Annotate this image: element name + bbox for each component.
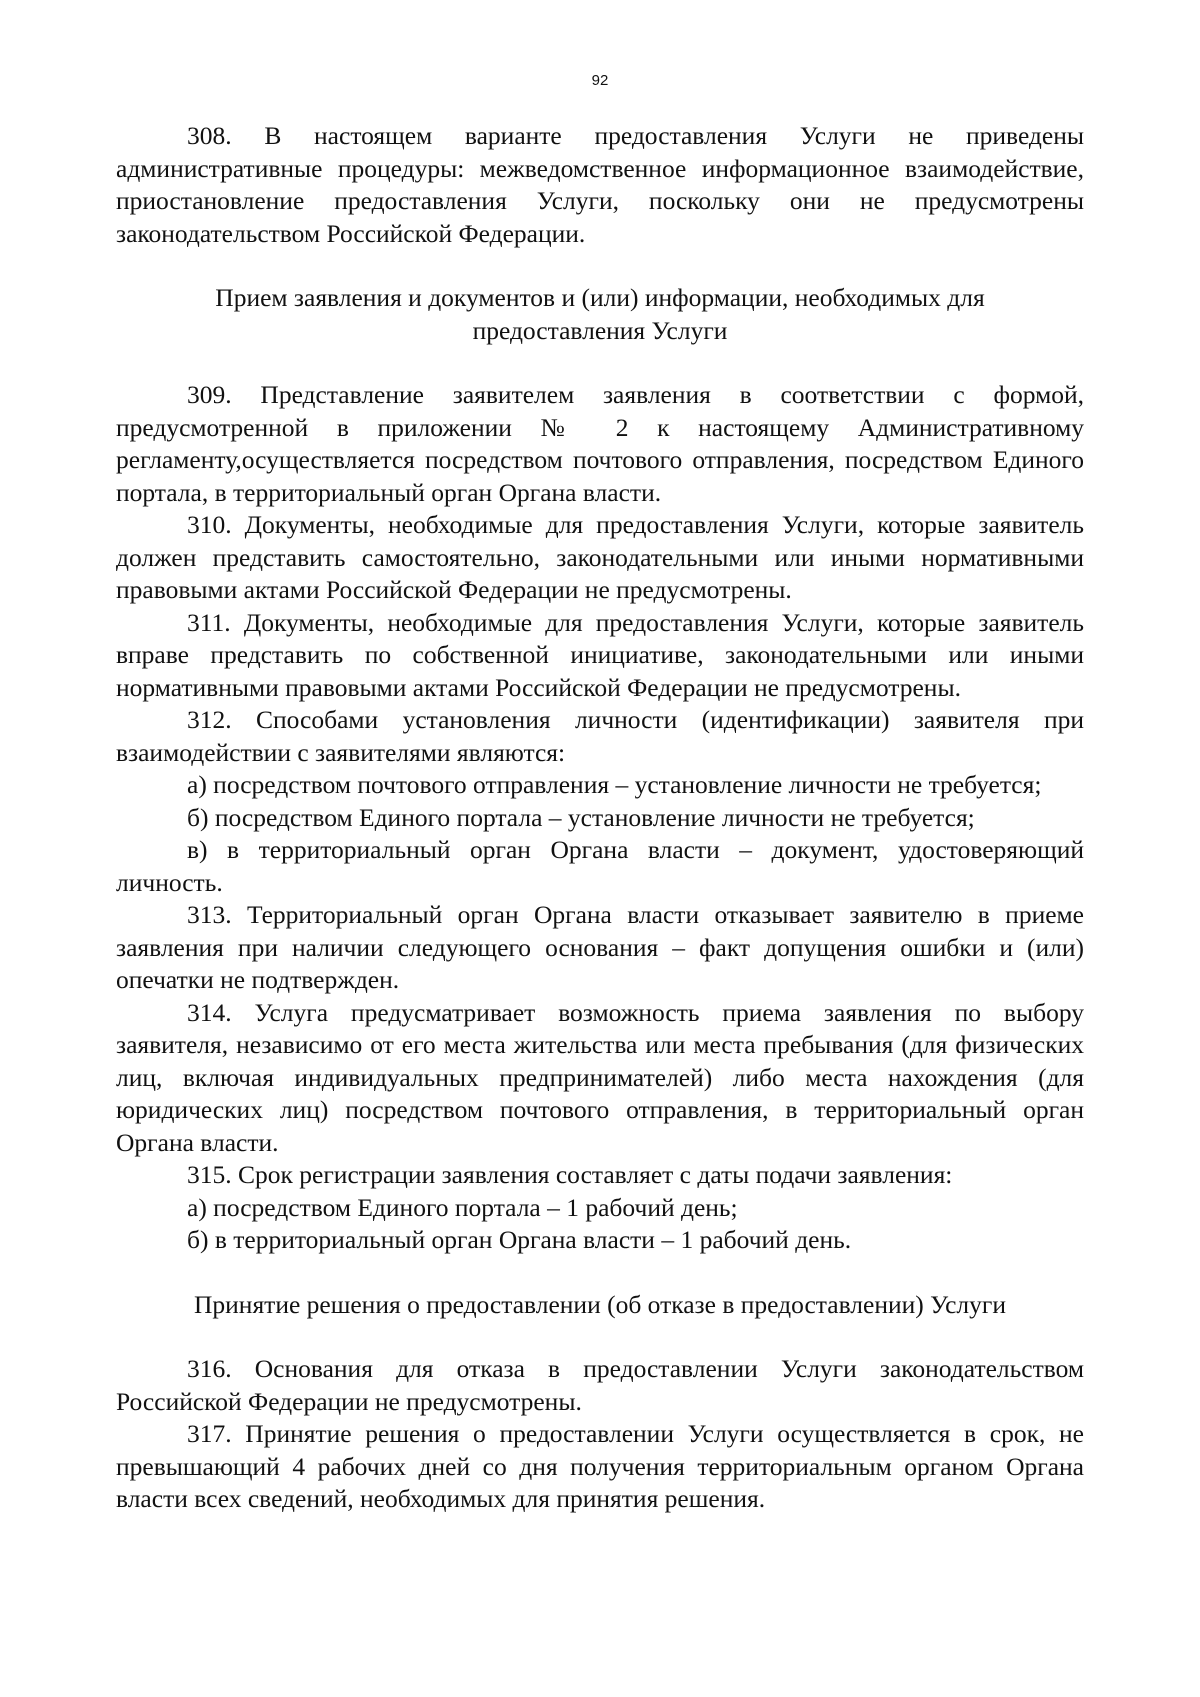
list-item-315-b: б) в территориальный орган Органа власти – 1 рабочий день. xyxy=(187,1225,852,1254)
page-number: 92 xyxy=(591,72,609,89)
list-item-312-b: б) посредством Единого портала – установление личности не требуется; xyxy=(187,802,975,832)
paragraph-310: 310. Документы, необходимые для предоставления Услуги, которые заявитель должен представить самостоятельно, законодательными или иными нормативными правовыми актами Российской Федерации не предусмотрены. xyxy=(116,510,1084,604)
section-heading-application-intake: Прием заявления и документов и (или) информации, необходимых для предоставления Услуги xyxy=(215,283,985,345)
section-heading-decision: Принятие решения о предоставлении (об отказе в предоставлении) Услуги xyxy=(193,1289,1007,1319)
document-body xyxy=(116,120,1084,1516)
list-item-312-v: в) в территориальный орган Органа власти – документ, удостоверяющий личность. xyxy=(116,835,1084,897)
paragraph-309: 309. Представление заявителем заявления в соответствии с формой, предусмотренной в приложении № 2 к настоящему Административному регламенту,осуществляется посредством почтового отправления, посредством Единого портала, в территориальный орган Органа власти. xyxy=(116,380,1084,507)
paragraph-312: 312. Способами установления личности (идентификации) заявителя при взаимодействии с заявителями являются: xyxy=(116,705,1084,767)
paragraph-315: 315. Срок регистрации заявления составляет с даты подачи заявления: xyxy=(187,1160,953,1189)
list-item-315-a: а) посредством Единого портала – 1 рабочий день; xyxy=(187,1192,738,1222)
paragraph-308: 308. В настоящем варианте предоставления Услуги не приведены административные процедуры: межведомственное информационное взаимодействие, приостановление предоставления Услуги, поскольку они не предусмотрены законодательством Российской Федерации. xyxy=(116,121,1084,248)
list-item-312-a: а) посредством почтового отправления – установление личности не требуется; xyxy=(187,770,1042,799)
paragraph-316: 316. Основания для отказа в предоставлении Услуги законодательством Российской Федерации не предусмотрены. xyxy=(116,1354,1084,1416)
paragraph-317: 317. Принятие решения о предоставлении Услуги осуществляется в срок, не превышающий 4 рабочих дней со дня получения территориальным органом Органа власти всех сведений, необходимых для принятия решения. xyxy=(116,1419,1084,1513)
paragraph-314: 314. Услуга предусматривает возможность приема заявления по выбору заявителя, независимо от его места жительства или места пребывания (для физических лиц, включая индивидуальных предпринимателей) либо места нахождения (для юридических лиц) посредством почтового отправления, в территориальный орган Органа власти. xyxy=(116,997,1084,1157)
paragraph-311: 311. Документы, необходимые для предоставления Услуги, которые заявитель вправе представить по собственной инициативе, законодательными или иными нормативными правовыми актами Российской Федерации не предусмотрены. xyxy=(116,607,1084,702)
paragraph-313: 313. Территориальный орган Органа власти отказывает заявителю в приеме заявления при наличии следующего основания – факт допущения ошибки и (или) опечатки не подтвержден. xyxy=(116,900,1084,994)
